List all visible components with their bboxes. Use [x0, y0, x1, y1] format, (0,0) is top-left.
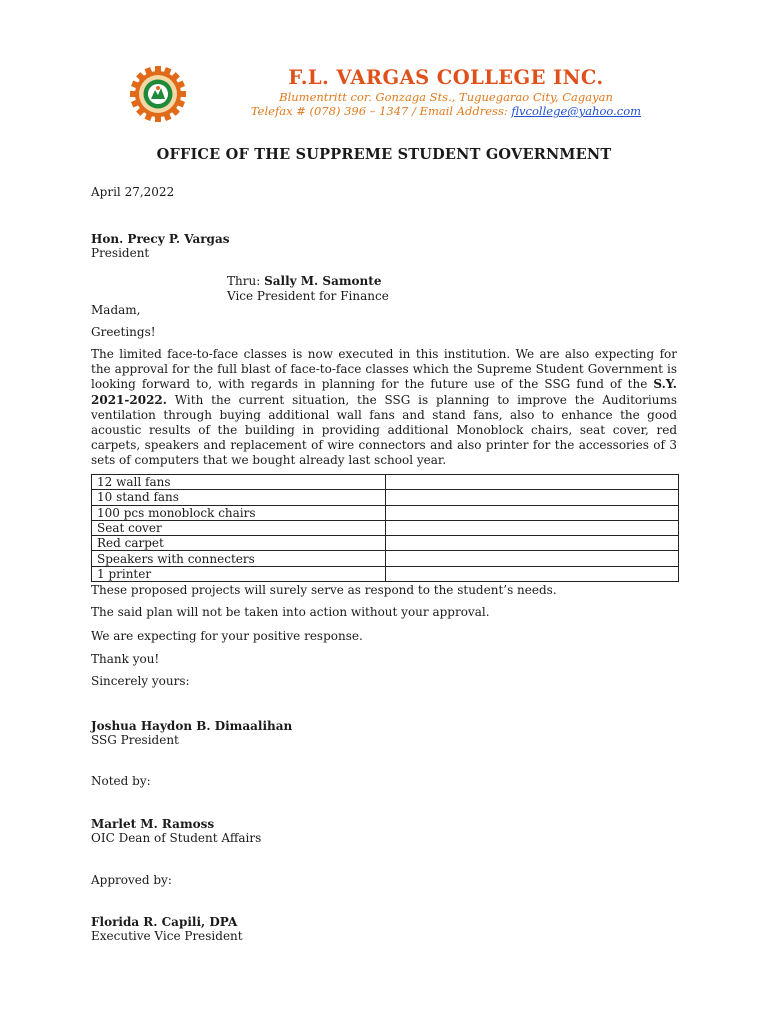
table-row	[92, 551, 679, 566]
body-text-1: The limited face-to-face classes is now executed in this institution. We are also expecting for the approval for the full blast of face-to-face classes which the Supreme Student Government is looking forward to, with regards in planning for the future use of the SSG fund of the	[91, 347, 677, 392]
item-cell: 100 pcs monoblock chairs	[92, 505, 386, 520]
thank-you: Thank you!	[91, 652, 160, 666]
body-text-2: With the current situation, the SSG is planning to improve the Auditoriums ventilation through buying additional wall fans and stand fans, also to enhance the good acoustic results of the building in providing additional Monoblock chairs, seat cover, red carpets, speakers and replacement of wire connectors and also printer for the accessories of 3 sets of computers that we bought already last school year.	[91, 392, 677, 468]
telefax-text: Telefax # (078) 396 – 1347 / Email Address:	[250, 104, 512, 118]
item-cell: 12 wall fans	[92, 475, 386, 490]
sender-title: SSG President	[91, 733, 179, 747]
empty-cell	[386, 475, 679, 490]
empty-cell	[386, 505, 679, 520]
item-cell: 1 printer	[92, 566, 386, 581]
table-row	[92, 490, 679, 505]
college-contact	[206, 104, 686, 118]
approved-name: Florida R. Capili, DPA	[91, 915, 238, 929]
item-cell: 10 stand fans	[92, 490, 386, 505]
table-row	[92, 566, 679, 581]
salutation: Madam,	[91, 303, 141, 317]
college-address: Blumentritt cor. Gonzaga Sts., Tuguegarao City, Cagayan	[279, 90, 613, 104]
school-year: S.Y. 2021-2022.	[91, 377, 677, 407]
approved-label: Approved by:	[91, 873, 172, 887]
thru-title: Vice President for Finance	[227, 289, 389, 303]
item-cell: Red carpet	[92, 536, 386, 551]
office-title: OFFICE OF THE SUPPREME STUDENT GOVERNMENT	[156, 146, 612, 163]
items-table	[91, 474, 679, 582]
greeting: Greetings!	[91, 325, 156, 339]
empty-cell	[386, 520, 679, 535]
empty-cell	[386, 551, 679, 566]
college-seal-icon	[118, 66, 198, 122]
sender-name: Joshua Haydon B. Dimaalihan	[91, 719, 293, 733]
table-row	[92, 536, 679, 551]
thru-label: Thru:	[227, 274, 265, 288]
letterhead	[118, 66, 678, 126]
noted-name: Marlet M. Ramoss	[91, 817, 215, 831]
empty-cell	[386, 566, 679, 581]
recipient-title: President	[91, 246, 150, 260]
closing-line-3: We are expecting for your positive response.	[91, 629, 363, 643]
email-link[interactable]: flvcollege@yahoo.com	[511, 104, 642, 118]
approved-title: Executive Vice President	[91, 929, 243, 943]
sincerely: Sincerely yours:	[91, 674, 190, 688]
thru-name: Sally M. Samonte	[264, 274, 382, 288]
closing-line-1: These proposed projects will surely serve as respond to the student’s needs.	[91, 583, 557, 597]
noted-label: Noted by:	[91, 774, 151, 788]
body-paragraph	[91, 347, 677, 469]
table-row	[92, 475, 679, 490]
table-row	[92, 520, 679, 535]
closing-line-2: The said plan will not be taken into action without your approval.	[91, 605, 490, 619]
thru-line	[227, 274, 381, 289]
empty-cell	[386, 490, 679, 505]
noted-title: OIC Dean of Student Affairs	[91, 831, 262, 845]
item-cell: Speakers with connecters	[92, 551, 386, 566]
college-name: F.L. VARGAS COLLEGE INC.	[288, 66, 604, 89]
letterhead-text	[206, 66, 686, 118]
recipient-name: Hon. Precy P. Vargas	[91, 232, 230, 246]
table-row	[92, 505, 679, 520]
letter-date: April 27,2022	[91, 185, 175, 199]
item-cell: Seat cover	[92, 520, 386, 535]
empty-cell	[386, 536, 679, 551]
